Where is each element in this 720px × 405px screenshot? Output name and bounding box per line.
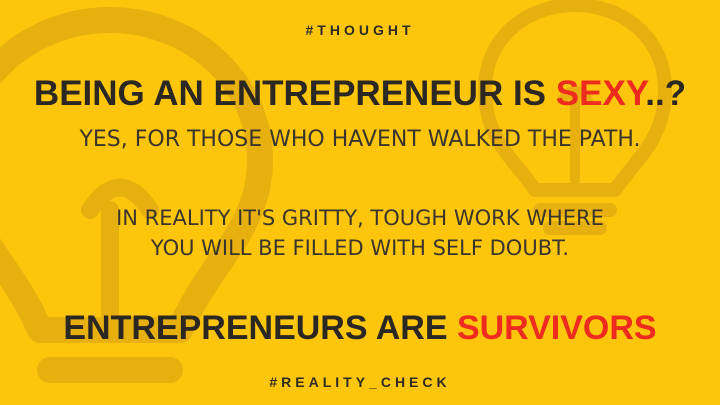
subline: YES, FOR THOSE WHO HAVENT WALKED THE PATH. bbox=[79, 127, 641, 152]
top-hashtag: #THOUGHT bbox=[305, 22, 415, 38]
headline-text: BEING AN ENTREPRENEUR IS bbox=[33, 74, 556, 113]
lightbulb-icon bbox=[485, 5, 665, 228]
closing-highlight: SURVIVORS bbox=[456, 309, 657, 347]
body-line-1: IN REALITY IT'S GRITTY, TOUGH WORK WHERE bbox=[116, 206, 604, 230]
headline bbox=[0, 74, 720, 114]
headline-highlight: SEXY bbox=[555, 74, 646, 113]
bottom-hashtag: #REALITY_CHECK bbox=[269, 374, 451, 390]
headline-ellipsis: ..? bbox=[645, 74, 687, 113]
closing-statement bbox=[0, 309, 720, 348]
body-line-2: YOU WILL BE FILLED WITH SELF DOUBT. bbox=[150, 236, 570, 260]
closing-text: ENTREPRENEURS ARE bbox=[63, 309, 457, 347]
